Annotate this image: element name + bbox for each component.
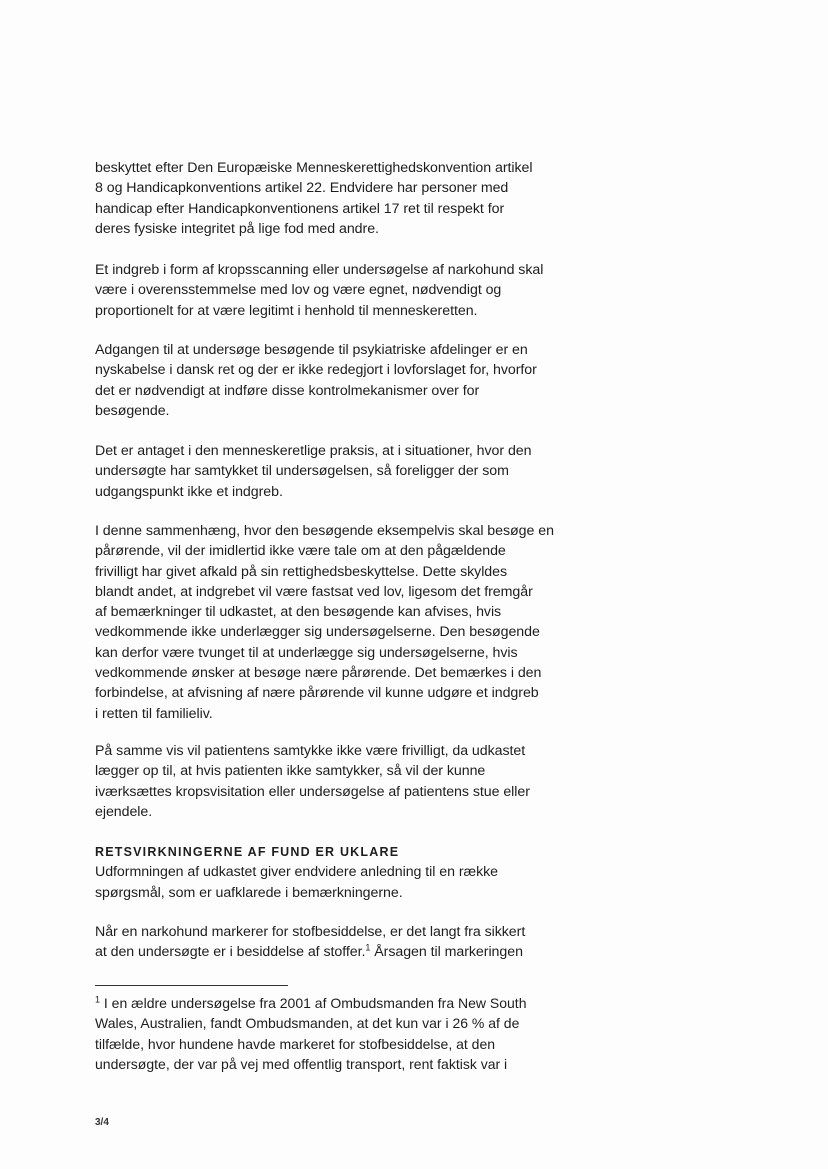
text-line: 8 og Handicapkonventions artikel 22. Endvidere har personer med <box>95 180 509 197</box>
text-line: vedkommende ønsker at besøge nære pårørende. Det bemærkes i den <box>95 665 542 682</box>
text-line: tilfælde, hvor hundene havde markeret for stofbesiddelse, at den <box>95 1035 496 1052</box>
text-line: forbindelse, at afvisning af nære pårørende vil kunne udgøre et indgreb <box>95 685 539 702</box>
text-line: beskyttet efter Den Europæiske Menneskerettighedskonvention artikel <box>95 160 533 176</box>
footnote <box>95 993 595 1074</box>
text-line: besøgende. <box>95 402 170 419</box>
paragraph-1 <box>95 158 595 239</box>
text-line <box>95 993 595 1013</box>
text-line: være i overensstemmelse med lov og være egnet, nødvendigt og <box>95 282 502 299</box>
text-line: kan derfor være tvunget til at underlægge sig undersøgelserne, hvis <box>95 644 518 661</box>
text-line: nyskabelse i dansk ret og der er ikke redegjort i lovforslaget for, hvorfor <box>95 362 537 379</box>
page-number: 3/4 <box>95 1117 109 1128</box>
paragraph-5 <box>95 521 595 724</box>
text-line: handicap efter Handicapkonventionens artikel 17 ret til respekt for <box>95 200 505 217</box>
text-segment: Årsagen til markeringen <box>370 944 523 961</box>
text-line: frivilligt har givet afkald på sin rettighedsbeskyttelse. Dette skyldes <box>95 563 508 580</box>
text-line: blandt andet, at indgrebet vil være fastsat ved lov, ligesom det fremgår <box>95 583 533 600</box>
section-heading: RETSVIRKNINGERNE AF FUND ER UKLARE <box>95 845 400 859</box>
text-line: Det er antaget i den menneskeretlige praksis, at i situationer, hvor den <box>95 443 532 459</box>
paragraph-4 <box>95 441 595 502</box>
footnote-number: 1 <box>95 994 101 1005</box>
text-line: Wales, Australien, fandt Ombudsmanden, at det kun var i 26 % af de <box>95 1015 520 1032</box>
text-line: undersøgte, der var på vej med offentlig transport, rent faktisk var i <box>95 1055 508 1072</box>
footnote-separator <box>95 985 288 986</box>
text-line: Adgangen til at undersøge besøgende til psykiatriske afdelinger er en <box>95 342 528 358</box>
text-line: vedkommende ikke underlægger sig undersøgelserne. Den besøgende <box>95 624 540 641</box>
text-line: Et indgreb i form af kropsscanning eller undersøgelse af narkohund skal <box>95 262 544 278</box>
text-segment: I en ældre undersøgelse fra 2001 af Ombudsmanden fra New South <box>100 995 527 1011</box>
text-line: Når en narkohund markerer for stofbesiddelse, er det langt fra sikkert <box>95 924 526 940</box>
text-line: lægger op til, at hvis patienten ikke samtykker, så vil der kunne <box>95 763 486 780</box>
paragraph-6 <box>95 741 595 822</box>
footnote-reference[interactable]: 1 <box>365 942 371 953</box>
text-line: iværksættes kropsvisitation eller undersøgelse af patientens stue eller <box>95 783 530 800</box>
text-line: af bemærkninger til udkastet, at den besøgende kan afvises, hvis <box>95 604 502 621</box>
text-line: proportionelt for at være legitimt i henhold til menneskeretten. <box>95 302 478 319</box>
text-line: I denne sammenhæng, hvor den besøgende eksempelvis skal besøge en <box>95 523 554 539</box>
text-line <box>95 942 595 962</box>
text-line: i retten til familieliv. <box>95 705 213 722</box>
text-line: undersøgte har samtykket til undersøgelsen, så foreligger der som <box>95 463 509 480</box>
paragraph-3 <box>95 340 595 421</box>
paragraph-narkohund <box>95 922 595 963</box>
text-line: Udformningen af udkastet giver endvidere anledning til en række <box>95 864 499 881</box>
text-line: ejendele. <box>95 803 153 820</box>
text-line: deres fysiske integritet på lige fod med andre. <box>95 220 379 237</box>
text-line: det er nødvendigt at indføre disse kontrolmekanismer over for <box>95 382 480 399</box>
section-retsvirkninger <box>95 842 595 903</box>
text-line: pårørende, vil der imidlertid ikke være tale om at den pågældende <box>95 543 506 560</box>
text-line: På samme vis vil patientens samtykke ikke være frivilligt, da udkastet <box>95 743 526 759</box>
text-line: spørgsmål, som er uafklarede i bemærkningerne. <box>95 884 403 901</box>
paragraph-2 <box>95 260 595 321</box>
text-segment: at den undersøgte er i besiddelse af stoffer. <box>95 944 366 961</box>
text-line: udgangspunkt ikke et indgreb. <box>95 483 283 500</box>
